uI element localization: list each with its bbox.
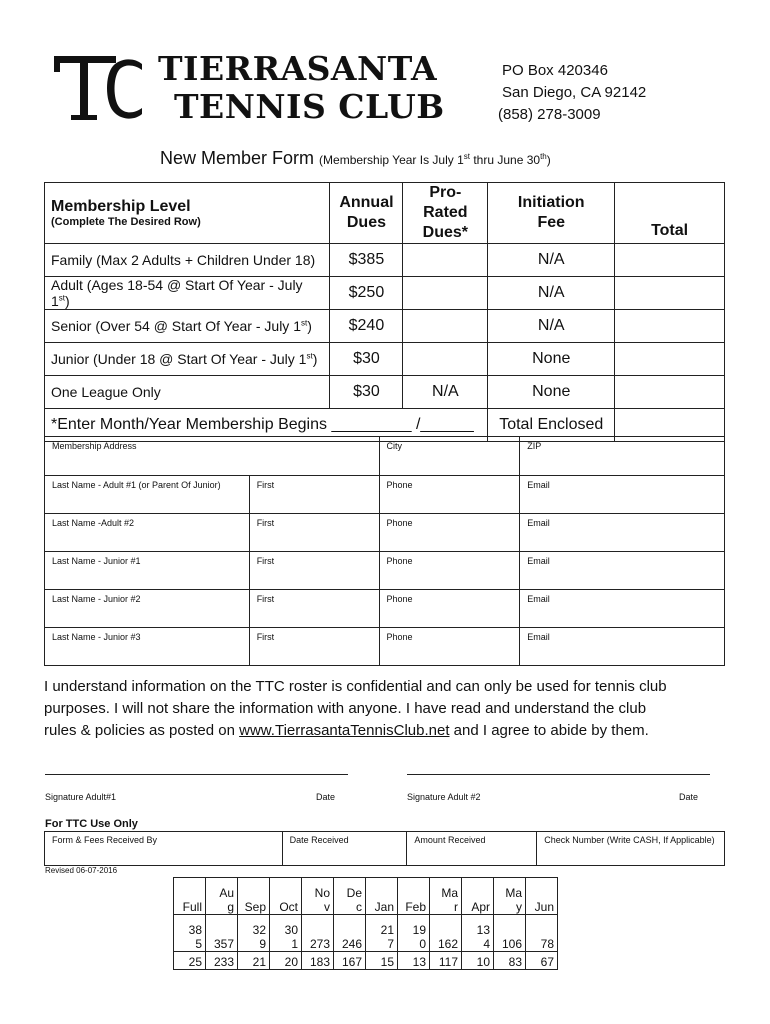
row1-cell: 162 [430, 915, 462, 952]
membership-label: Junior (Under 18 @ Start Of Year - July 1st) [45, 343, 330, 376]
row1-cell: 19 0 [398, 915, 430, 952]
row1-cell: 38 5 [174, 915, 206, 952]
club-address [498, 60, 646, 126]
phone-field[interactable]: Phone [379, 590, 520, 628]
zip-field[interactable]: ZIP [520, 437, 725, 476]
initiation-fee: N/A [488, 244, 615, 277]
row2-cell: 233 [206, 952, 238, 970]
check-number-field[interactable]: Check Number (Write CASH, If Applicable) [537, 832, 725, 866]
annual-dues: $30 [330, 343, 403, 376]
form-title [160, 148, 551, 169]
club-website-link[interactable]: www.TierrasantaTennisClub.net [239, 722, 450, 739]
row2-cell: 167 [334, 952, 366, 970]
headers-cell: Oct [270, 878, 302, 915]
prorated-dues-field[interactable] [403, 343, 488, 376]
initiation-fee: N/A [488, 310, 615, 343]
row2-cell: 83 [494, 952, 526, 970]
row1-cell: 357 [206, 915, 238, 952]
address-line1: PO Box 420346 [502, 62, 608, 79]
email-field[interactable]: Email [520, 628, 725, 666]
date-received-field[interactable]: Date Received [282, 832, 407, 866]
club-name-line2: TENNIS CLUB [174, 87, 445, 126]
membership-label: Adult (Ages 18-54 @ Start Of Year - July 1st) [45, 277, 330, 310]
prorate-row-junior [174, 952, 558, 970]
prorated-dues-header: Pro-Rated Dues* [403, 183, 488, 244]
member-row-junior2 [45, 590, 725, 628]
member-row-junior1 [45, 552, 725, 590]
revised-date: Revised 06-07-2016 [45, 866, 118, 875]
member-row-junior3 [45, 628, 725, 666]
ttc-use-heading: For TTC Use Only [45, 818, 138, 830]
membership-row-adult [45, 277, 725, 310]
total-field[interactable] [615, 310, 725, 343]
row1-cell: 246 [334, 915, 366, 952]
last-name-field[interactable]: Last Name - Junior #2 [45, 590, 250, 628]
phone-field[interactable]: Phone [379, 476, 520, 514]
headers-cell: Jan [366, 878, 398, 915]
total-field[interactable] [615, 343, 725, 376]
total-field[interactable] [615, 244, 725, 277]
initiation-fee: None [488, 376, 615, 409]
prorate-table [173, 877, 558, 970]
last-name-field[interactable]: Last Name -Adult #2 [45, 514, 250, 552]
form-title-subtitle: (Membership Year Is July 1st thru June 30th) [319, 152, 551, 167]
membership-table [44, 182, 725, 442]
total-field[interactable] [615, 277, 725, 310]
membership-row-league [45, 376, 725, 409]
row2-cell: 25 [174, 952, 206, 970]
phone-field[interactable]: Phone [379, 514, 520, 552]
member-row-adult2 [45, 514, 725, 552]
annual-dues-header: Annual Dues [330, 183, 403, 244]
initiation-fee: N/A [488, 277, 615, 310]
form-fees-received-field[interactable]: Form & Fees Received By [45, 832, 283, 866]
headers-cell: Ma r [430, 878, 462, 915]
signature-adult1-label: Signature Adult#1 [45, 792, 117, 802]
row1-cell: 273 [302, 915, 334, 952]
headers-cell: Jun [526, 878, 558, 915]
email-field[interactable]: Email [520, 552, 725, 590]
prorate-month-header [174, 878, 558, 915]
signature-line-adult2[interactable] [407, 774, 710, 775]
headers-cell: De c [334, 878, 366, 915]
row2-cell: 67 [526, 952, 558, 970]
prorated-dues-field[interactable] [403, 244, 488, 277]
headers-cell: Au g [206, 878, 238, 915]
headers-cell: Apr [462, 878, 494, 915]
email-field[interactable]: Email [520, 476, 725, 514]
total-header: Total [615, 183, 725, 244]
confidentiality-statement: I understand information on the TTC roster is confidential and can only be used for tennis club purposes. I will not share the information with anyone. I have read and understand the club rules & policies as posted on www.TierrasantaTennisClub.net and I agree to abide by them. [44, 678, 667, 739]
row2-cell: 13 [398, 952, 430, 970]
prorate-row-full [174, 915, 558, 952]
membership-address-field[interactable]: Membership Address [45, 437, 380, 476]
prorated-dues-field[interactable] [403, 310, 488, 343]
prorated-dues: N/A [403, 376, 488, 409]
ttc-use-table [44, 831, 725, 866]
member-info-table [44, 436, 725, 666]
headers-cell: No v [302, 878, 334, 915]
phone-field[interactable]: Phone [379, 552, 520, 590]
last-name-field[interactable]: Last Name - Junior #1 [45, 552, 250, 590]
first-name-field[interactable]: First [249, 590, 379, 628]
first-name-field[interactable]: First [249, 552, 379, 590]
member-row-adult1 [45, 476, 725, 514]
annual-dues: $30 [330, 376, 403, 409]
phone-field[interactable]: Phone [379, 628, 520, 666]
email-field[interactable]: Email [520, 514, 725, 552]
headers-cell: Feb [398, 878, 430, 915]
first-name-field[interactable]: First [249, 514, 379, 552]
headers-cell: Sep [238, 878, 270, 915]
row1-cell: 106 [494, 915, 526, 952]
prorated-dues-field[interactable] [403, 277, 488, 310]
signature-adult2-label: Signature Adult #2 [407, 792, 481, 802]
membership-label: Senior (Over 54 @ Start Of Year - July 1st) [45, 310, 330, 343]
headers-cell: Ma y [494, 878, 526, 915]
row2-cell: 20 [270, 952, 302, 970]
row1-cell: 30 1 [270, 915, 302, 952]
total-enclosed-label: Total Enclosed [488, 409, 615, 442]
first-name-field[interactable]: First [249, 476, 379, 514]
row2-cell: 117 [430, 952, 462, 970]
row1-cell: 21 7 [366, 915, 398, 952]
membership-label: One League Only [45, 376, 330, 409]
headers-cell: Full [174, 878, 206, 915]
row2-cell: 21 [238, 952, 270, 970]
last-name-field[interactable]: Last Name - Adult #1 (or Parent Of Junior) [45, 476, 250, 514]
membership-label: Family (Max 2 Adults + Children Under 18) [45, 244, 330, 277]
date2-label: Date [679, 792, 699, 802]
amount-received-field[interactable]: Amount Received [407, 832, 537, 866]
annual-dues: $250 [330, 277, 403, 310]
club-phone: (858) 278-3009 [498, 106, 601, 123]
membership-row-family [45, 244, 725, 277]
membership-row-junior [45, 343, 725, 376]
annual-dues: $240 [330, 310, 403, 343]
row2-cell: 10 [462, 952, 494, 970]
initiation-fee-header: Initiation Fee [488, 183, 615, 244]
email-field[interactable]: Email [520, 590, 725, 628]
signature-line-adult1[interactable] [45, 774, 348, 775]
row2-cell: 183 [302, 952, 334, 970]
row1-cell: 13 4 [462, 915, 494, 952]
membership-row-senior [45, 310, 725, 343]
first-name-field[interactable]: First [249, 628, 379, 666]
row1-cell: 78 [526, 915, 558, 952]
annual-dues: $385 [330, 244, 403, 277]
address-line2: San Diego, CA 92142 [502, 84, 647, 101]
membership-level-header: Membership Level (Complete The Desired Row) [45, 183, 330, 244]
form-title-main: New Member Form [160, 148, 315, 168]
ttc-logo-mark [54, 56, 144, 122]
total-field[interactable] [615, 376, 725, 409]
city-field[interactable]: City [379, 437, 520, 476]
last-name-field[interactable]: Last Name - Junior #3 [45, 628, 250, 666]
row1-cell: 32 9 [238, 915, 270, 952]
initiation-fee: None [488, 343, 615, 376]
date1-label: Date [316, 792, 336, 802]
club-name [158, 50, 445, 126]
club-name-line1: TIERRASANTA [158, 49, 438, 88]
row2-cell: 15 [366, 952, 398, 970]
membership-begins-field[interactable]: *Enter Month/Year Membership Begins _________ /______ [45, 409, 488, 442]
